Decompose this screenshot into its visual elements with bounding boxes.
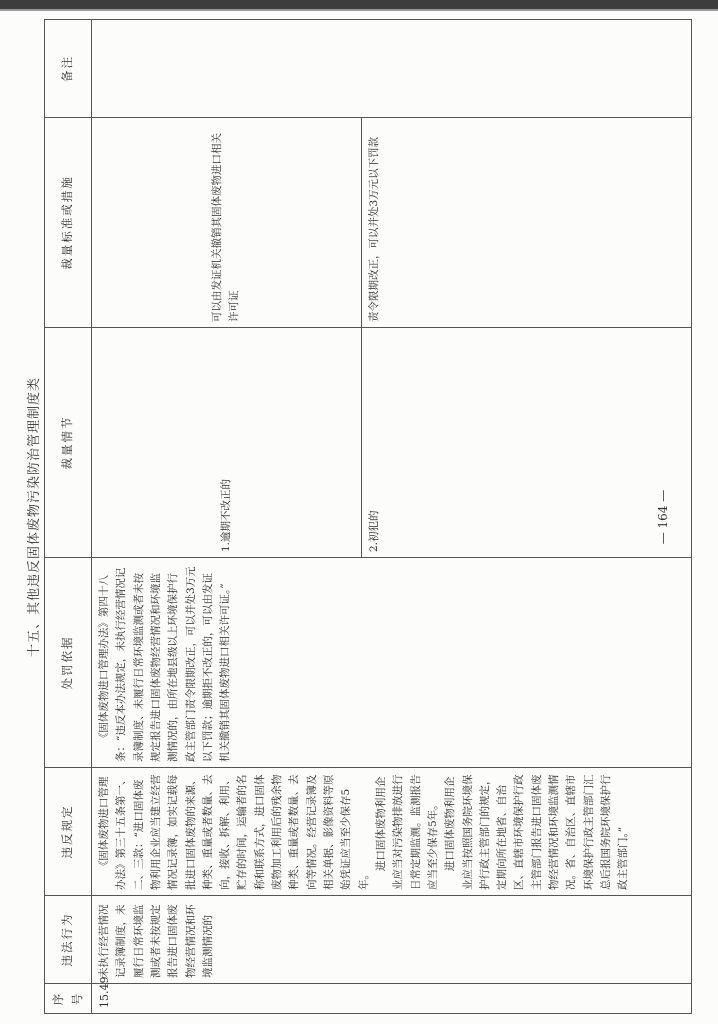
header-act: 违法行为	[45, 896, 92, 984]
table-row	[91, 20, 361, 1014]
rotated-page	[20, 20, 692, 1014]
entry-basis: 《固体废物进口管理办法》第四十八条：“违反本办法规定，未执行经营情况记录簿制度、未履行日常环境监测或者未按规定报告进口固体废物经营情况和环境监测情况的，由所在地县级以上环境保护行政主管部门责令限期改正，可以并处3万元以下罚款；逾期拒不改正的，可以由发证机关撤销其固体废物进口相关许可证。”	[91, 558, 691, 768]
standard-item-2: 责令限期改正，可以并处3万元以下罚款	[361, 118, 691, 328]
standard-item-1: 可以由发证机关撤销其固体废物进口相关许可证	[91, 118, 361, 328]
page-number: — 164 —	[656, 489, 670, 545]
penalty-table	[44, 19, 692, 1014]
section-title: 十五、其他违反固体废物污染防治管理制度类	[26, 377, 42, 658]
plot-item-2: 2.初犯的	[361, 328, 691, 558]
header-plot: 裁量情节	[45, 328, 92, 558]
entry-regulation	[91, 768, 691, 896]
plot-item-1: 1.逾期不改正的	[91, 328, 361, 558]
table-header-row	[45, 20, 92, 1014]
header-no: 序号	[45, 984, 92, 1014]
header-note: 备注	[45, 20, 92, 118]
regulation-paragraph-1: 《固体废物进口管理办法》第三十五条第一、二、三款：“进口固体废物利用企业应当建立经营情况记录簿，如实记载每批进口固体废物的来源、种类、重量或者数量、去向，接收、拆解、利用、贮存的时间，运输者的名称和联系方式，进口固体废物加工利用后的残余物种类、重量或者数量、去向等情况。经营记录簿及相关单据、影像资料等原始凭证应当至少保存5年。	[97, 774, 370, 890]
header-standard: 裁量标准或措施	[45, 118, 92, 328]
scan-edge-shadow	[0, 9, 718, 11]
regulation-paragraph-3: 进口固体废物利用企业应当按照国务院环境保护行政主管部门的规定，定期向所在地省、自治区、直辖市环境保护行政主管部门报告进口固体废物经营情况和环境监测情况。省、自治区、直辖市环境保护行政主管部门汇总后报国务院环境保护行政主管部门。”	[444, 774, 630, 890]
header-basis: 处罚依据	[45, 558, 92, 768]
entry-number: 15.49	[91, 984, 691, 1014]
entry-note	[91, 20, 691, 118]
entry-act: 未执行经营情况记录簿制度，未履行日常环境监测或者未按规定报告进口固体废物经营情况和环境监测情况的	[91, 896, 691, 984]
regulation-paragraph-2: 进口固体废物利用企业应当对污染物排放进行日常定期监测。监测报告应当至少保存5年。	[374, 774, 439, 890]
document-sheet	[20, 20, 692, 1014]
scan-edge-top	[0, 0, 718, 9]
header-regulation: 违反规定	[45, 768, 92, 896]
